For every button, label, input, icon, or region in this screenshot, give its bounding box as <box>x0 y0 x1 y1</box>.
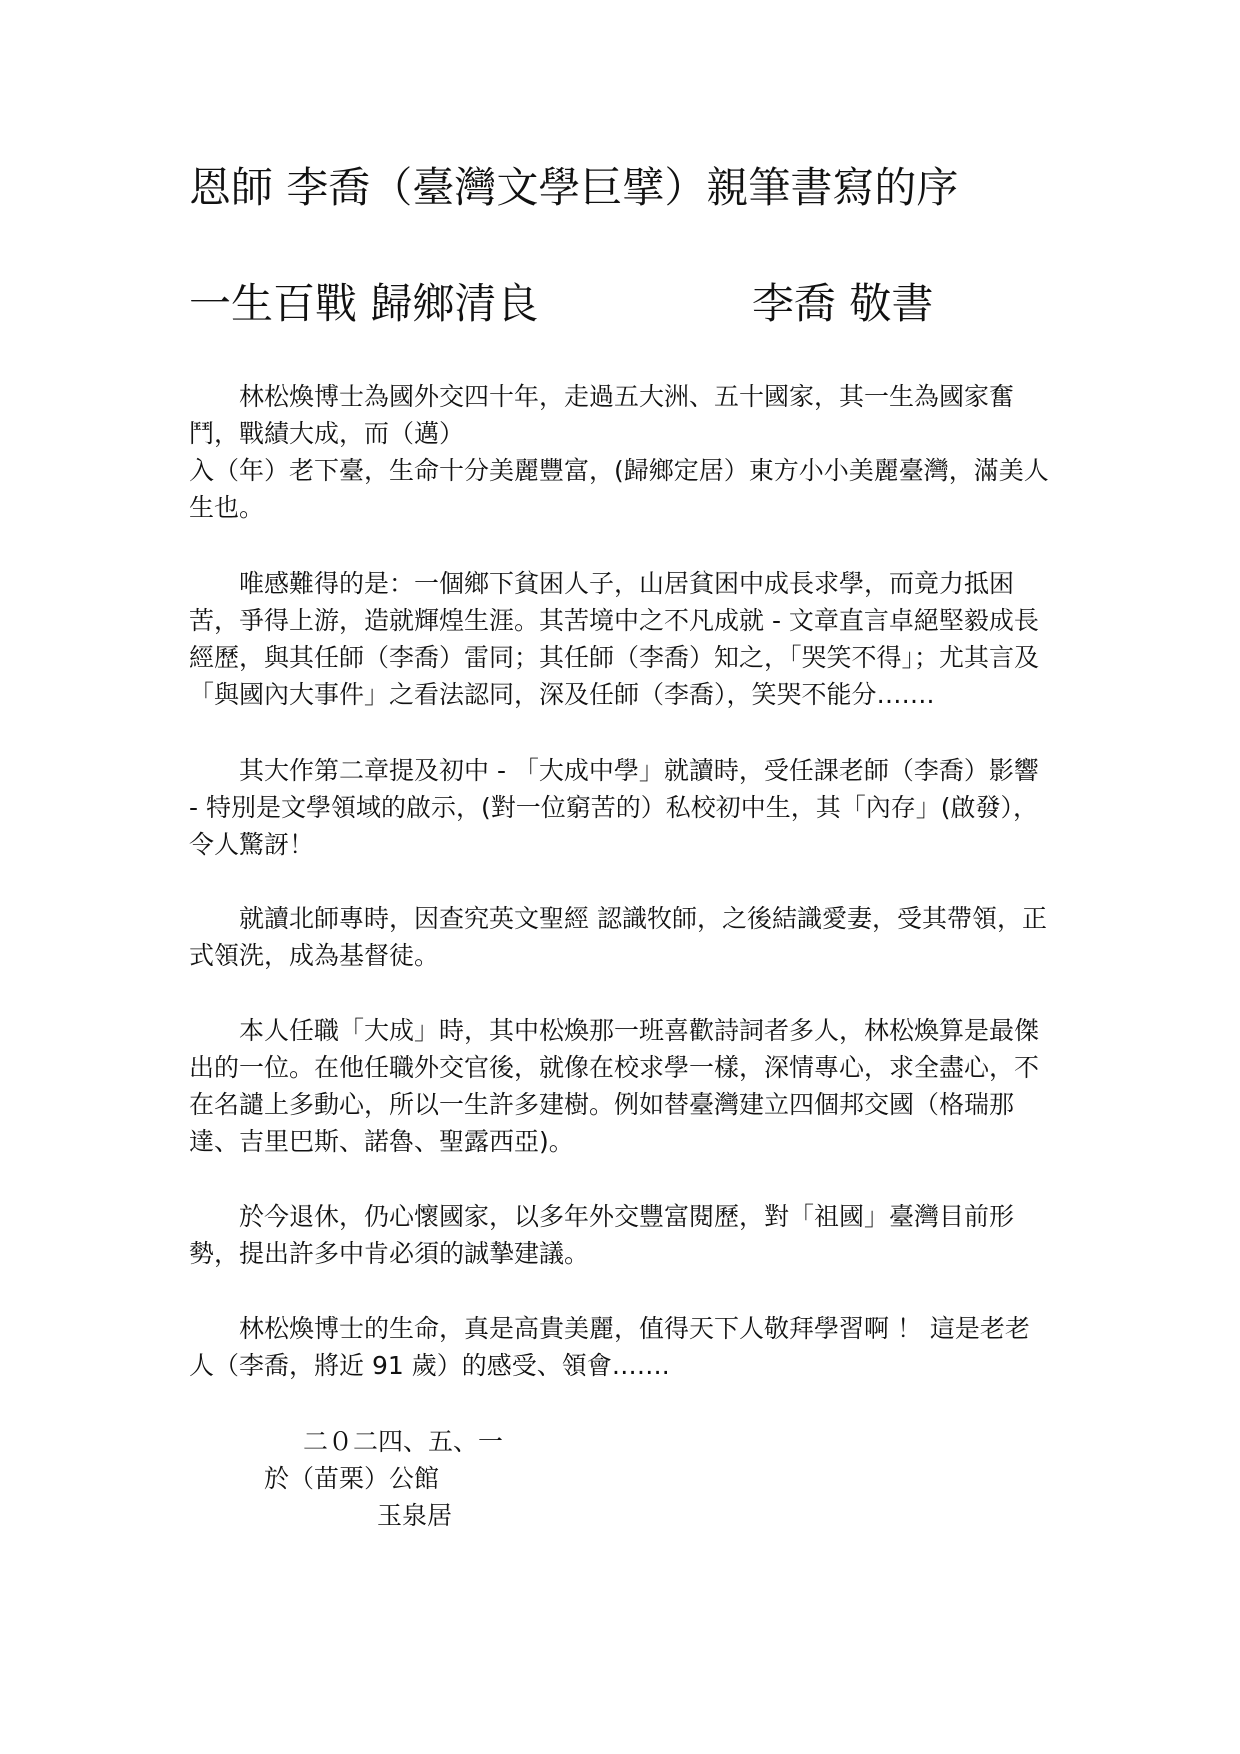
paragraph-line: 在名譴上多動心，所以一生許多建樹。例如替臺灣建立四個邦交國（格瑞那 <box>189 1090 1015 1119</box>
paragraph-line: 人（李喬，將近 91 歲）的感受、領會……. <box>189 1351 670 1380</box>
paragraph-line: 於今退休，仍心懷國家，以多年外交豐富閱歷，對「祖國」臺灣目前形 <box>189 1202 1015 1231</box>
paragraph-6 <box>189 1198 1059 1272</box>
paragraph-3 <box>189 752 1059 863</box>
paragraph-line: 苦，爭得上游，造就輝煌生涯。其苦境中之不凡成就 - 文章直言卓絕堅毅成長 <box>189 606 1039 635</box>
paragraph-line: 林松煥博士的生命，真是高貴美麗，值得天下人敬拜學習啊 ！ 這是老老 <box>189 1314 1030 1343</box>
signature-place: 於（苗栗）公館 <box>264 1464 440 1493</box>
paragraph-line: 式領洗，成為基督徒。 <box>189 941 440 970</box>
paragraph-line: 鬥，戰績大成，而（邁） <box>189 419 465 448</box>
paragraph-7 <box>189 1310 1059 1384</box>
paragraph-line: 勢，提出許多中肯必須的誠摯建議。 <box>189 1239 590 1268</box>
paragraph-4 <box>189 900 1059 974</box>
subtitle-author: 李喬 敬書 <box>752 279 934 328</box>
paragraph-line: 入（年）老下臺，生命十分美麗豐富，(歸鄉定居）東方小小美麗臺灣，滿美人 <box>189 456 1049 485</box>
paragraph-line: 達、吉里巴斯、諾魯、聖露西亞)。 <box>189 1127 574 1156</box>
paragraph-line: 經歷，與其任師（李喬）雷同；其任師（李喬）知之，「哭笑不得」；尤其言及 <box>189 643 1040 672</box>
paragraph-line: 「與國內大事件」之看法認同，深及任師（李喬），笑哭不能分……. <box>189 680 935 709</box>
paragraph-2 <box>189 565 1059 713</box>
paragraph-1 <box>189 378 1059 526</box>
paragraph-line: 就讀北師專時，因查究英文聖經 認識牧師，之後結識愛妻，受其帶領，正 <box>189 904 1047 933</box>
paragraph-line: 本人任職「大成」時，其中松煥那一班喜歡詩詞者多人，林松煥算是最傑 <box>189 1016 1040 1045</box>
paragraph-line: 出的一位。在他任職外交官後，就像在校求學一樣，深情專心，求全盡心，不 <box>189 1053 1040 1082</box>
document-title: 恩師 李喬（臺灣文學巨擘）親筆書寫的序 <box>189 163 959 212</box>
subtitle-motto: 一生百戰 歸鄉清良 <box>189 279 539 328</box>
signature-residence: 玉泉居 <box>377 1501 453 1530</box>
paragraph-5 <box>189 1012 1059 1160</box>
paragraph-line: 生也。 <box>189 493 265 522</box>
paragraph-line: 林松煥博士為國外交四十年，走過五大洲、五十國家，其一生為國家奮 <box>189 382 1015 411</box>
paragraph-line: - 特別是文學領域的啟示，(對一位窮苦的）私校初中生，其「內存」(啟發）， <box>189 793 1038 822</box>
paragraph-line: 令人驚訝！ <box>189 830 315 859</box>
signature-date: 二０二四、五、一 <box>303 1427 504 1456</box>
paragraph-line: 其大作第二章提及初中 - 「大成中學」就讀時，受任課老師（李喬）影響 <box>189 756 1039 785</box>
paragraph-line: 唯感難得的是：一個鄉下貧困人子，山居貧困中成長求學，而竟力抵困 <box>189 569 1015 598</box>
